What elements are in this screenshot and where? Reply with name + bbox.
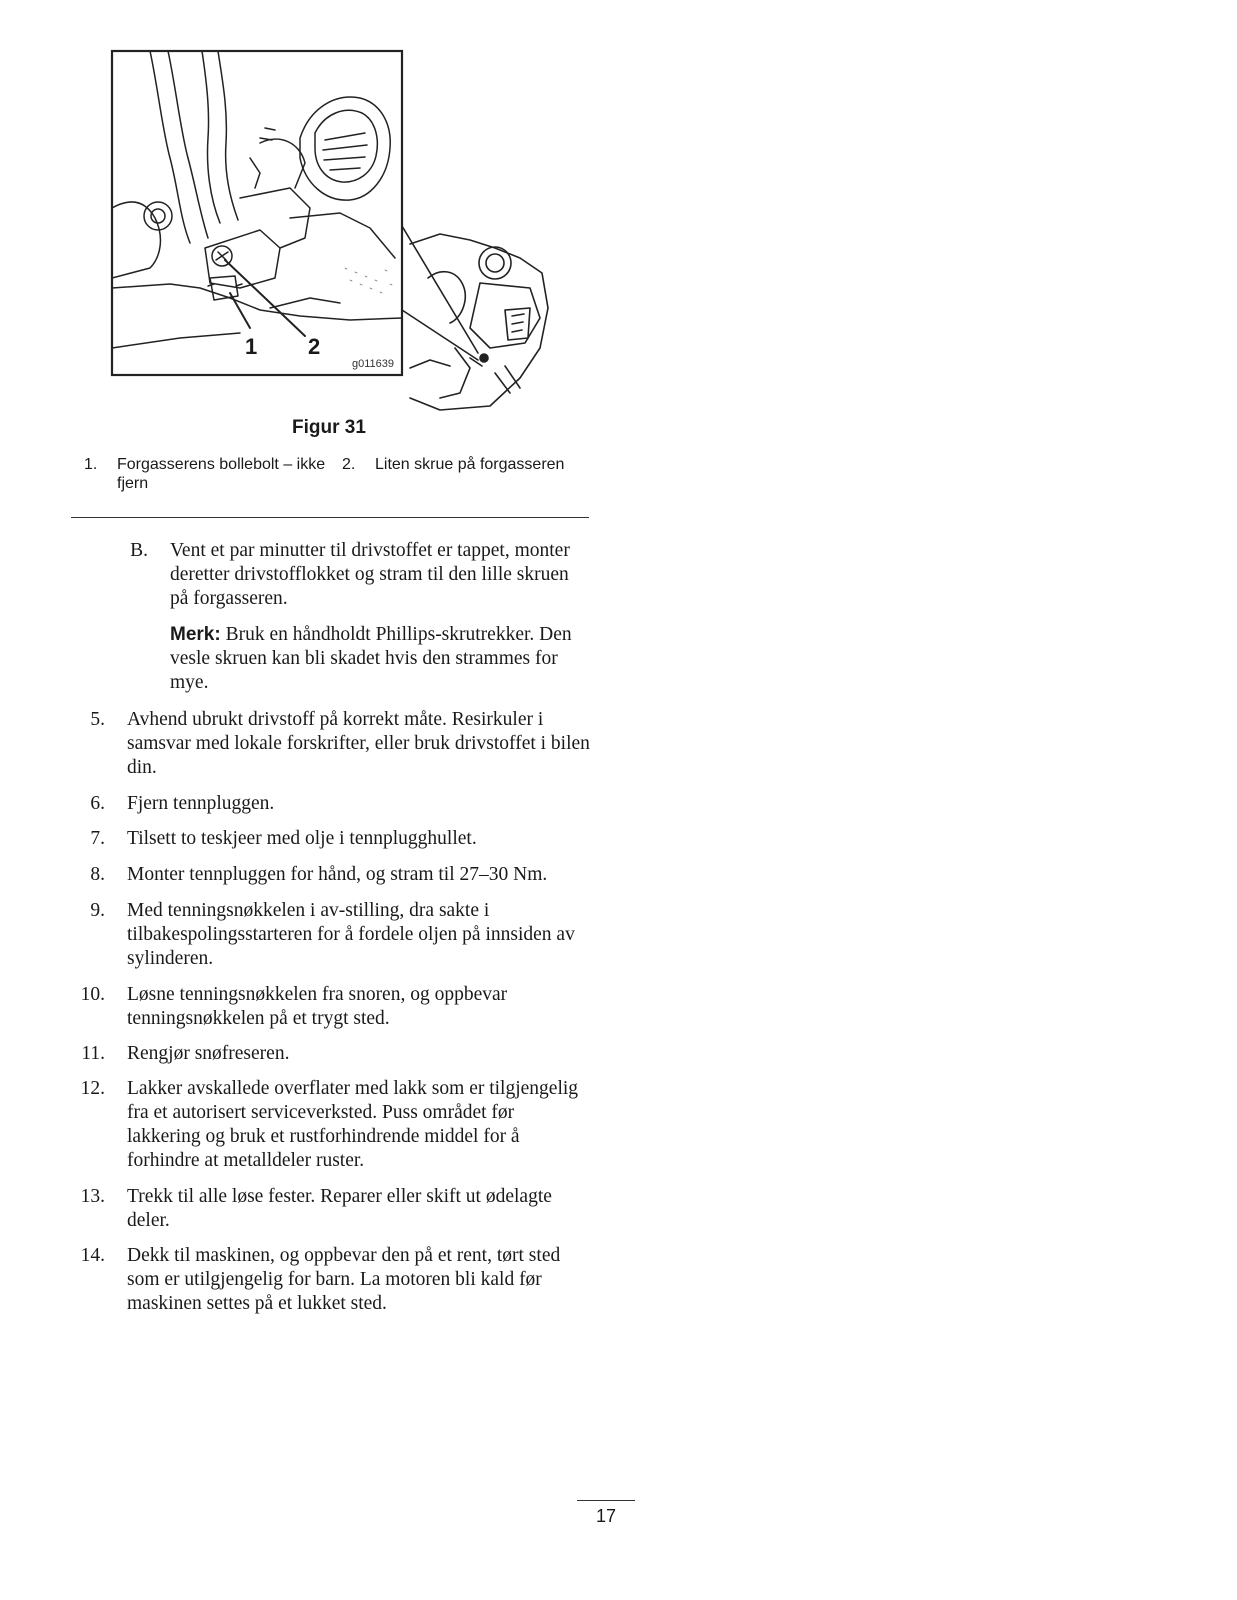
step-number: 6.: [90, 793, 105, 814]
step-number: 12.: [80, 1078, 105, 1099]
step-text: Med tenningsnøkkelen i av-stilling, dra sakte i tilbakespolingsstarteren for å fordele oljen på innsiden av sylinderen.: [127, 900, 575, 969]
page-number-rule: [577, 1500, 635, 1501]
step-number: 9.: [90, 900, 105, 921]
sub-step-text: Vent et par minutter til drivstoffet er tappet, monter deretter drivstofflokket og stram til den lille skruen på forgasseren.: [170, 540, 570, 609]
note-text: Bruk en håndholdt Phillips-skrutrekker. Den vesle skruen kan bli skadet hvis den strammes for mye.: [170, 624, 572, 693]
figure-caption: Figur 31: [292, 417, 366, 438]
figure-31-illustration: [110, 48, 555, 418]
legend-number: 1.: [84, 456, 98, 473]
step-number: 10.: [80, 984, 105, 1005]
step-text: Rengjør snøfreseren.: [127, 1043, 290, 1064]
step-number: 8.: [90, 864, 105, 885]
step-text: Fjern tennpluggen.: [127, 793, 275, 814]
overview-machine-drawing: [410, 234, 548, 410]
legend-text: Liten skrue på forgasseren: [375, 456, 565, 473]
step-number: 5.: [90, 709, 105, 730]
step-number: 14.: [80, 1245, 105, 1266]
step-number: 7.: [90, 828, 105, 849]
legend-number: 2.: [342, 456, 356, 473]
step-number: 11.: [81, 1043, 105, 1064]
figure-code: g011639: [352, 358, 395, 370]
step-text: Tilsett to teskjeer med olje i tennplugghullet.: [127, 828, 477, 849]
step-text: Avhend ubrukt drivstoff på korrekt måte. Resirkuler i samsvar med lokale forskrifter, eller bruk drivstoffet i bilen din.: [127, 709, 590, 778]
sub-step-label: B.: [130, 540, 148, 561]
step-text: Lakker avskallede overflater med lakk som er tilgjengelig fra et autorisert serviceverksted. Puss området før lakkering og bruk et rustforhindrende middel for å forhindre at metalldeler ruster.: [127, 1078, 579, 1171]
step-text: Løsne tenningsnøkkelen fra snoren, og oppbevar tenningsnøkkelen på et trygt sted.: [127, 984, 508, 1029]
legend-text: Forgasserens bollebolt – ikke fjern: [117, 456, 326, 492]
callout-1: 1: [245, 334, 258, 359]
step-number: 13.: [80, 1186, 105, 1207]
detail-box: [112, 51, 402, 375]
callout-2: 2: [308, 334, 321, 359]
note-label: Merk:: [170, 624, 221, 645]
step-text: Trekk til alle løse fester. Reparer eller skift ut ødelagte deler.: [127, 1186, 552, 1231]
note: [170, 623, 590, 695]
page-number: 17: [596, 1506, 617, 1526]
step-text: Monter tennpluggen for hånd, og stram til 27–30 Nm.: [127, 864, 548, 885]
zoom-line-upper: [402, 226, 478, 353]
figure-divider: [71, 517, 589, 518]
step-text: Dekk til maskinen, og oppbevar den på et rent, tørt sted som er utilgjengelig for barn. La motoren bli kald før maskinen settes på et lukket sted.: [127, 1245, 561, 1314]
